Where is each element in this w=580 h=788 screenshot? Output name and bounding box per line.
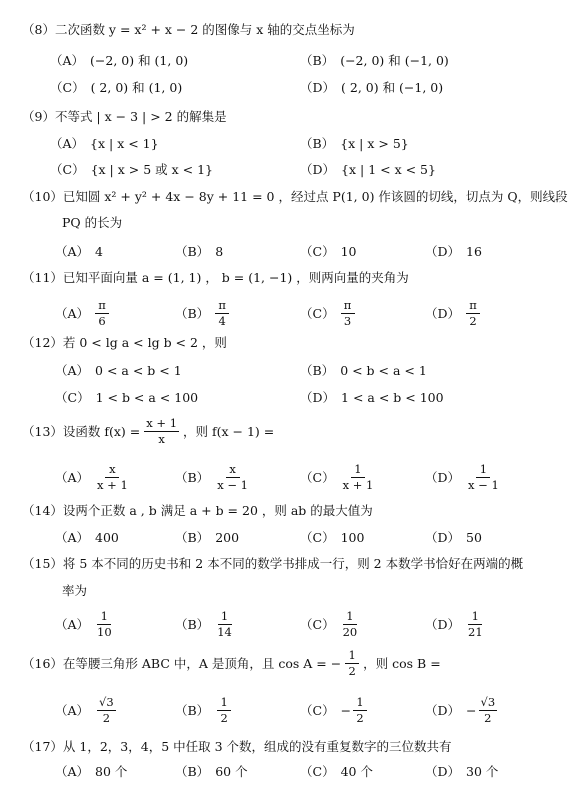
question-9-option-b[interactable]: （B） {x | x > 5}: [300, 135, 409, 151]
question-15-option-a[interactable]: （A） $\frac{1}{10}$: [55, 609, 112, 639]
question-8-option-b[interactable]: （B） (−2, 0) 和 (−1, 0): [300, 53, 449, 68]
question-12: [0, 328, 580, 356]
question-14-option-a[interactable]: （A） 400: [55, 529, 119, 545]
question-16-option-d[interactable]: （D） − $\frac{√3}{2}$: [425, 695, 496, 725]
question-10-stem-line1: （10）已知圆 x² + y² + 4x − 8y + 11 = 0 ，经过点 P(1, 0) 作该圆的切线，切点为 Q，则线段: [22, 189, 568, 204]
question-15-options: [0, 605, 580, 643]
question-9: [0, 102, 580, 130]
question-17-stem: （17）从 1，2，3，4，5 中任取 3 个数，组成的没有重复数字的三位数共有: [22, 739, 452, 754]
question-10: [0, 182, 580, 210]
question-16-option-c[interactable]: （C） − $\frac{1}{2}$: [300, 696, 367, 723]
question-16-options: [0, 690, 580, 730]
question-13-stem: （13）设函数 f(x) = $\frac{x + 1}{x}$ ，则 f(x − 1) =: [22, 416, 275, 446]
question-12-options-row2: [0, 383, 580, 411]
question-13-option-b[interactable]: （B） $\frac{x}{x - 1}$: [175, 462, 248, 492]
question-10-option-d[interactable]: （D） 16: [425, 243, 482, 259]
question-8-option-a[interactable]: （A） (−2, 0) 和 (1, 0): [50, 53, 189, 68]
question-17-option-a[interactable]: （A） 80 个: [55, 764, 128, 779]
question-16-stem: （16）在等腰三角形 ABC 中，A 是顶角，且 cos A = − $\frac{1}{2}$ ，则 cos B =: [22, 648, 441, 678]
question-12-option-d[interactable]: （D） 1 < a < b < 100: [300, 389, 444, 405]
question-15-option-c[interactable]: （C） $\frac{1}{20}$: [300, 609, 358, 639]
question-15-option-b[interactable]: （B） $\frac{1}{14}$: [175, 609, 232, 639]
question-8-stem: （8）二次函数 y = x² + x − 2 的图像与 x 轴的交点坐标为: [22, 22, 355, 37]
question-9-options-row2: [0, 155, 580, 183]
question-9-option-d[interactable]: （D） {x | 1 < x < 5}: [300, 161, 436, 177]
question-11-stem: （11）已知平面向量 a = (1, 1) ， b = (1, −1) ，则两向量的夹角为: [22, 270, 409, 285]
question-12-options-row1: [0, 356, 580, 384]
question-16-option-a[interactable]: （A） $\frac{√3}{2}$: [55, 695, 114, 725]
question-8-option-c[interactable]: （C） ( 2, 0) 和 (1, 0): [50, 80, 183, 95]
question-9-option-a[interactable]: （A） {x | x < 1}: [50, 135, 159, 151]
question-8-options-row2: [0, 73, 580, 101]
question-16: [0, 646, 580, 680]
question-11-option-b[interactable]: （B） $\frac{\pi}{4}$: [175, 299, 229, 326]
question-11-option-a[interactable]: （A） $\frac{\pi}{6}$: [55, 299, 109, 326]
question-15-option-d[interactable]: （D） $\frac{1}{21}$: [425, 609, 483, 639]
question-10-options: [0, 237, 580, 265]
question-14-option-b[interactable]: （B） 200: [175, 529, 240, 545]
question-12-option-a[interactable]: （A） 0 < a < b < 1: [55, 362, 182, 378]
question-13-option-c[interactable]: （C） $\frac{1}{x + 1}$: [300, 462, 374, 492]
question-8: [0, 15, 580, 43]
question-10-line2: [0, 208, 580, 236]
question-15: [0, 549, 580, 577]
question-9-options-row1: [0, 129, 580, 157]
question-9-option-c[interactable]: （C） {x | x > 5 或 x < 1}: [50, 162, 213, 177]
question-17-options: [0, 757, 580, 785]
question-10-option-b[interactable]: （B） 8: [175, 243, 224, 259]
question-8-option-d[interactable]: （D） ( 2, 0) 和 (−1, 0): [300, 80, 444, 95]
question-11-options: [0, 294, 580, 332]
question-15-stem-line1: （15）将 5 本不同的历史书和 2 本不同的数学书排成一行，则 2 本数学书恰好在两端的概: [22, 556, 524, 571]
question-8-options-row1: [0, 46, 580, 74]
question-11-option-c[interactable]: （C） $\frac{\pi}{3}$: [300, 299, 355, 326]
question-10-stem-line2: PQ 的长为: [62, 215, 123, 230]
question-16-option-b[interactable]: （B） $\frac{1}{2}$: [175, 696, 231, 723]
question-15-line2: [0, 576, 580, 604]
question-14-option-c[interactable]: （C） 100: [300, 529, 365, 545]
question-12-option-c[interactable]: （C） 1 < b < a < 100: [55, 389, 199, 405]
question-10-option-c[interactable]: （C） 10: [300, 243, 357, 259]
question-13-options: [0, 458, 580, 496]
question-15-stem-line2: 率为: [62, 583, 88, 598]
question-14-option-d[interactable]: （D） 50: [425, 529, 482, 545]
question-9-stem: （9）不等式 | x − 3 | > 2 的解集是: [22, 109, 227, 124]
question-14: [0, 496, 580, 524]
question-17-option-b[interactable]: （B） 60 个: [175, 764, 248, 779]
question-12-option-b[interactable]: （B） 0 < b < a < 1: [300, 362, 427, 378]
question-10-option-a[interactable]: （A） 4: [55, 243, 103, 259]
question-14-options: [0, 523, 580, 551]
question-13-option-a[interactable]: （A） $\frac{x}{x + 1}$: [55, 462, 128, 492]
question-11-option-d[interactable]: （D） $\frac{\pi}{2}$: [425, 299, 480, 326]
question-17-option-c[interactable]: （C） 40 个: [300, 764, 373, 779]
question-11: [0, 263, 580, 291]
question-13: [0, 414, 580, 448]
question-12-stem: （12）若 0 < lg a < lg b < 2 ，则: [22, 335, 227, 350]
question-14-stem: （14）设两个正数 a , b 满足 a + b = 20 ，则 ab 的最大值为: [22, 503, 373, 518]
question-13-option-d[interactable]: （D） $\frac{1}{x - 1}$: [425, 462, 499, 492]
question-17-option-d[interactable]: （D） 30 个: [425, 764, 499, 779]
question-17: [0, 732, 580, 760]
